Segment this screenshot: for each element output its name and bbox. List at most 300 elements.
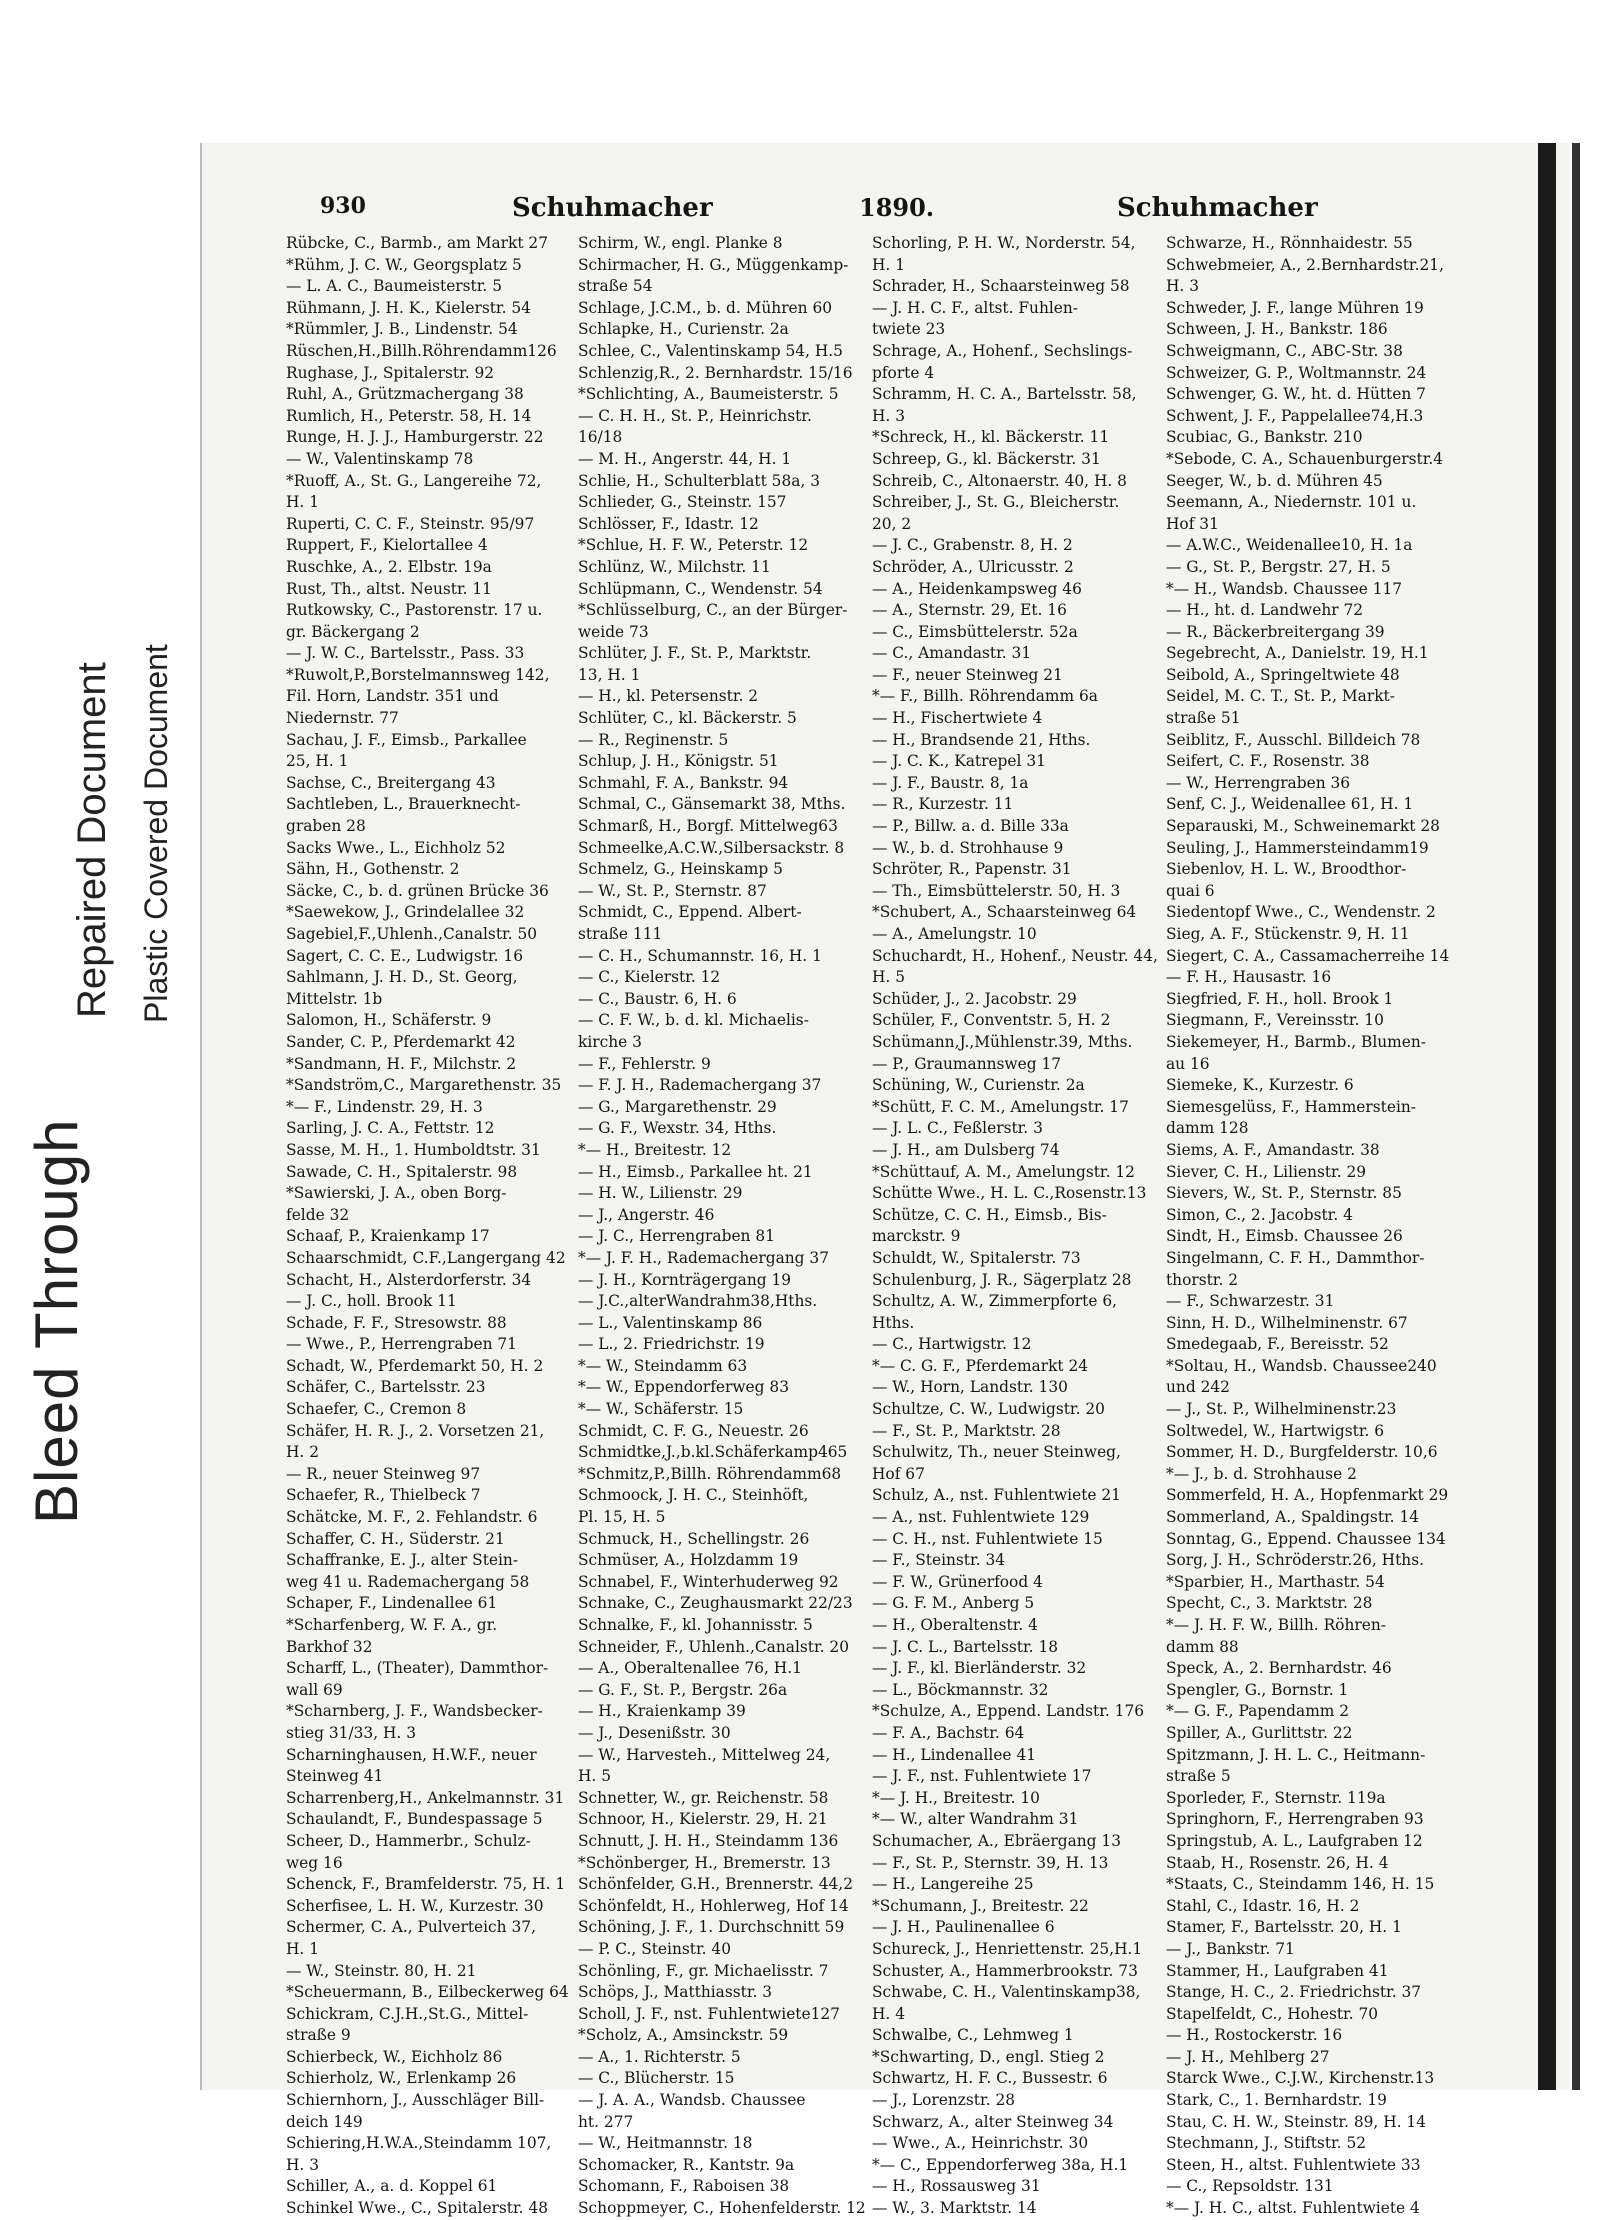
directory-entry: Seidel, M. C. T., St. P., Markt-: [1166, 687, 1395, 706]
directory-entry: H. 3: [1166, 277, 1199, 296]
plastic-covered-label: Plastic Covered Document: [138, 644, 174, 1023]
directory-entry: Stau, C. H. W., Steinstr. 89, H. 14: [1166, 2112, 1426, 2131]
directory-entry: Schumacher, A., Ebräergang 13: [872, 1831, 1121, 1850]
directory-entry: *Scheuermann, B., Eilbeckerweg 64: [286, 1983, 569, 2002]
directory-entry: — F., St. P., Marktstr. 28: [872, 1421, 1061, 1440]
directory-entry: *— J. F. H., Rademachergang 37: [578, 1248, 830, 1267]
directory-entry: Schweizer, G. P., Woltmannstr. 24: [1166, 363, 1427, 382]
directory-entry: — G., Margarethenstr. 29: [578, 1097, 777, 1116]
directory-entry: *— G. F., Papendamm 2: [1166, 1702, 1350, 1721]
directory-entry: — R., neuer Steinweg 97: [286, 1464, 481, 1483]
directory-entry: Schaffranke, E. J., alter Stein-: [286, 1551, 519, 1570]
directory-entry: 20, 2: [872, 514, 912, 533]
directory-entry: Schiering,H.W.A.,Steindamm 107,: [286, 2134, 552, 2153]
directory-entry: — C., Blücherstr. 15: [578, 2069, 735, 2088]
directory-entry: — J. C., holl. Brook 11: [286, 1292, 457, 1311]
directory-entry: Staab, H., Rosenstr. 26, H. 4: [1166, 1853, 1389, 1872]
running-head-right: Schuhmacher: [1117, 193, 1318, 223]
directory-entry: Simon, C., 2. Jacobstr. 4: [1166, 1205, 1353, 1224]
directory-entry: — C., Amandastr. 31: [872, 644, 1032, 663]
directory-entry: weide 73: [578, 622, 649, 641]
directory-entry: — F. H., Hausastr. 16: [1166, 968, 1332, 987]
directory-entry: Rumlich, H., Peterstr. 58, H. 14: [286, 406, 532, 425]
directory-entry: — M. H., Angerstr. 44, H. 1: [578, 449, 792, 468]
directory-entry: Stahl, C., Idastr. 16, H. 2: [1166, 1896, 1360, 1915]
directory-entry: — P., Billw. a. d. Bille 33a: [872, 817, 1069, 836]
directory-entry: Schermer, C. A., Pulverteich 37,: [286, 1918, 536, 1937]
directory-entry: Schultze, C. W., Ludwigstr. 20: [872, 1400, 1105, 1419]
directory-entry: Schinkel Wwe., C., Spitalerstr. 48: [286, 2199, 549, 2218]
directory-entry: Siemeke, K., Kurzestr. 6: [1166, 1076, 1354, 1095]
directory-entry: Sommer, H. D., Burgfelderstr. 10,6: [1166, 1443, 1438, 1462]
directory-entry: *Schlichting, A., Baumeisterstr. 5: [578, 385, 839, 404]
directory-entry: Stammer, H., Laufgraben 41: [1166, 1961, 1389, 1980]
directory-entry: Stange, H. C., 2. Friedrichstr. 37: [1166, 1983, 1422, 2002]
directory-entry: Scharninghausen, H.W.F., neuer: [286, 1745, 537, 1764]
directory-entry: — L. A. C., Baumeisterstr. 5: [286, 277, 502, 296]
directory-entry: — W., Heitmannstr. 18: [578, 2134, 753, 2153]
directory-entry: Schiller, A., a. d. Koppel 61: [286, 2177, 498, 2196]
directory-entry: Schrader, H., Schaarsteinweg 58: [872, 277, 1130, 296]
directory-entry: — C., Hartwigstr. 12: [872, 1335, 1032, 1354]
directory-entry: Schickram, C.J.H.,St.G., Mittel-: [286, 2004, 529, 2023]
directory-entry: Sasse, M. H., 1. Humboldtstr. 31: [286, 1140, 541, 1159]
running-head-left: Schuhmacher: [512, 193, 713, 223]
directory-entry: au 16: [1166, 1054, 1210, 1073]
directory-entry: Schureck, J., Henriettenstr. 25,H.1: [872, 1939, 1143, 1958]
directory-entry: — H., Rostockerstr. 16: [1166, 2026, 1343, 2045]
directory-entry: Stamer, F., Bartelsstr. 20, H. 1: [1166, 1918, 1402, 1937]
directory-entry: — H., kl. Petersenstr. 2: [578, 687, 759, 706]
directory-entry: — C. H. H., St. P., Heinrichstr.: [578, 406, 812, 425]
directory-entry: Sachse, C., Breitergang 43: [286, 773, 496, 792]
directory-entry: Sievers, W., St. P., Sternstr. 85: [1166, 1184, 1402, 1203]
directory-entry: Schnutt, J. H. H., Steindamm 136: [578, 1831, 839, 1850]
directory-entry: Runge, H. J. J., Hamburgerstr. 22: [286, 428, 544, 447]
directory-entry: Schreiber, J., St. G., Bleicherstr.: [872, 493, 1120, 512]
directory-entry: *— C., Eppendorferweg 38a, H.1: [872, 2155, 1129, 2174]
directory-entry: Schöning, J. F., 1. Durchschnitt 59: [578, 1918, 845, 1937]
directory-entry: Schlüpmann, C., Wendenstr. 54: [578, 579, 823, 598]
directory-entry: — A., nst. Fuhlentwiete 129: [872, 1508, 1090, 1527]
directory-entry: Rübcke, C., Barmb., am Markt 27: [286, 234, 549, 252]
directory-entry: Schlie, H., Schulterblatt 58a, 3: [578, 471, 821, 490]
directory-entry: Schüder, J., 2. Jacobstr. 29: [872, 989, 1077, 1008]
directory-entry: Ruhl, A., Grützmachergang 38: [286, 385, 524, 404]
directory-entry: Schönfelder, G.H., Brennerstr. 44,2: [578, 1875, 853, 1894]
directory-entry: — Wwe., P., Herrengraben 71: [286, 1335, 517, 1354]
directory-entry: — W., b. d. Strohhause 9: [872, 838, 1064, 857]
directory-entry: Scherfisee, L. H. W., Kurzestr. 30: [286, 1896, 544, 1915]
directory-entry: *Schüttauf, A. M., Amelungstr. 12: [872, 1162, 1135, 1181]
bleed-through-label: Bleed Through: [23, 1118, 90, 1524]
directory-entry: Schlünz, W., Milchstr. 11: [578, 557, 771, 576]
directory-entry: — F. J. H., Rademachergang 37: [578, 1076, 822, 1095]
directory-entry: *Sandmann, H. F., Milchstr. 2: [286, 1054, 517, 1073]
directory-entry: Schuchardt, H., Hohenf., Neustr. 44,: [872, 946, 1158, 965]
directory-entry: — G., St. P., Bergstr. 27, H. 5: [1166, 557, 1391, 576]
directory-entry: *Schlüsselburg, C., an der Bürger-: [578, 601, 848, 620]
directory-entry: Sachtleben, L., Brauerknecht-: [286, 795, 521, 814]
directory-entry: Schweder, J. F., lange Mühren 19: [1166, 298, 1424, 317]
directory-entry: *— F., Billh. Röhrendamm 6a: [872, 687, 1098, 706]
directory-entry: Schwarz, A., alter Steinweg 34: [872, 2112, 1114, 2131]
directory-entry: — G. F. M., Anberg 5: [872, 1594, 1035, 1613]
directory-entry: Schmuck, H., Schellingstr. 26: [578, 1529, 810, 1548]
directory-entry: Sagebiel,F.,Uhlenh.,Canalstr. 50: [286, 925, 538, 943]
directory-entry: Schwenger, G. W., ht. d. Hütten 7: [1166, 385, 1426, 404]
directory-entry: Schröter, R., Papenstr. 31: [872, 860, 1072, 879]
directory-entry: stieg 31/33, H. 3: [286, 1723, 416, 1742]
directory-entry: Siegfried, F. H., holl. Brook 1: [1166, 989, 1394, 1008]
directory-entry: Seemann, A., Niedernstr. 101 u.: [1166, 493, 1417, 512]
directory-entry: *Ruoff, A., St. G., Langereihe 72,: [286, 471, 542, 490]
directory-column-2: [578, 233, 870, 2218]
directory-entry: 13, H. 1: [578, 665, 641, 684]
directory-entry: — A.W.C., Weidenallee10, H. 1a: [1166, 536, 1413, 555]
directory-entry: Schirm, W., engl. Planke 8: [578, 234, 783, 252]
directory-entry: deich 149: [286, 2112, 363, 2131]
directory-entry: Schramm, H. C. A., Bartelsstr. 58,: [872, 385, 1137, 404]
directory-entry: *Staats, C., Steindamm 146, H. 15: [1166, 1875, 1435, 1894]
directory-entry: *— W., Schäferstr. 15: [578, 1400, 744, 1419]
directory-entry: Schreib, C., Altonaerstr. 40, H. 8: [872, 471, 1127, 490]
directory-entry: *— C. G. F., Pferdemarkt 24: [872, 1356, 1089, 1375]
directory-entry: *— W., Eppendorferweg 83: [578, 1378, 789, 1397]
directory-entry: Rutkowsky, C., Pastorenstr. 17 u.: [286, 601, 543, 620]
directory-entry: Schacht, H., Alsterdorferstr. 34: [286, 1270, 532, 1289]
directory-entry: — W., St. P., Sternstr. 87: [578, 881, 767, 900]
directory-entry: — J. A. A., Wandsb. Chaussee: [578, 2091, 806, 2110]
directory-entry: Schweigmann, C., ABC-Str. 38: [1166, 341, 1403, 360]
directory-entry: — H., Fischertwiete 4: [872, 709, 1043, 728]
directory-entry: Sagert, C. C. E., Ludwigstr. 16: [286, 946, 523, 965]
directory-entry: Stapelfeldt, C., Hohestr. 70: [1166, 2004, 1379, 2023]
directory-entry: Sahlmann, J. H. D., St. Georg,: [286, 968, 518, 987]
directory-entry: — J. C., Grabenstr. 8, H. 2: [872, 536, 1073, 555]
directory-entry: Schoppmeyer, C., Hohenfelderstr. 12: [578, 2199, 866, 2218]
directory-entry: Schwarze, H., Rönnhaidestr. 55: [1166, 234, 1413, 252]
directory-entry: 16/18: [578, 428, 623, 447]
directory-entry: Schierbeck, W., Eichholz 86: [286, 2047, 503, 2066]
next-page-edge: [1572, 143, 1580, 2090]
directory-entry: Siekemeyer, H., Barmb., Blumen-: [1166, 1032, 1426, 1051]
directory-entry: — G. F., St. P., Bergstr. 26a: [578, 1680, 788, 1699]
directory-entry: Schnoor, H., Kielerstr. 29, H. 21: [578, 1810, 828, 1829]
directory-entry: — J., Desenißstr. 30: [578, 1723, 731, 1742]
directory-entry: — J. H. C. F., altst. Fuhlen-: [872, 298, 1079, 317]
directory-entry: *Saewekow, J., Grindelallee 32: [286, 903, 525, 922]
directory-entry: Schwartz, H. F. C., Bussestr. 6: [872, 2069, 1108, 2088]
directory-entry: *— J. H. C., altst. Fuhlentwiete 4: [1166, 2199, 1420, 2218]
directory-entry: — F., St. P., Sternstr. 39, H. 13: [872, 1853, 1109, 1872]
directory-entry: — J. C., Herrengraben 81: [578, 1227, 775, 1246]
directory-entry: *Schwarting, D., engl. Stieg 2: [872, 2047, 1105, 2066]
directory-entry: Sähn, H., Gothenstr. 2: [286, 860, 460, 879]
directory-entry: Sporleder, F., Sternstr. 119a: [1166, 1788, 1386, 1807]
directory-entry: H. 2: [286, 1443, 319, 1462]
directory-entry: — H., Oberaltenstr. 4: [872, 1616, 1038, 1634]
directory-entry: felde 32: [286, 1205, 350, 1224]
directory-entry: Schnetter, W., gr. Reichenstr. 58: [578, 1788, 829, 1807]
directory-entry: — H. W., Lilienstr. 29: [578, 1184, 743, 1203]
directory-entry: *Soltau, H., Wandsb. Chaussee240: [1166, 1356, 1437, 1375]
directory-entry: Schwebmeier, A., 2.Bernhardstr.21,: [1166, 255, 1444, 274]
directory-entry: Schlösser, F., Idastr. 12: [578, 514, 759, 533]
directory-entry: Schween, J. H., Bankstr. 186: [1166, 320, 1388, 339]
directory-entry: Schomacker, R., Kantstr. 9a: [578, 2155, 795, 2174]
directory-entry: kirche 3: [578, 1032, 642, 1051]
directory-entry: Rühmann, J. H. K., Kielerstr. 54: [286, 298, 531, 317]
directory-entry: Steen, H., altst. Fuhlentwiete 33: [1166, 2155, 1421, 2174]
directory-entry: — C., Eimsbüttelerstr. 52a: [872, 622, 1078, 641]
directory-entry: Rüschen,H.,Billh.Röhrendamm126: [286, 341, 557, 360]
directory-entry: — H., Rossausweg 31: [872, 2177, 1041, 2196]
directory-entry: straße 111: [578, 925, 663, 943]
directory-entry: *— W., alter Wandrahm 31: [872, 1810, 1079, 1829]
directory-entry: — L., 2. Friedrichstr. 19: [578, 1335, 765, 1354]
directory-entry: quai 6: [1166, 881, 1215, 900]
directory-entry: — J., St. P., Wilhelminenstr.23: [1166, 1400, 1397, 1419]
scanned-page: [200, 143, 1570, 2218]
directory-entry: Separauski, M., Schweinemarkt 28: [1166, 817, 1440, 836]
directory-entry: Smedegaab, F., Bereisstr. 52: [1166, 1335, 1389, 1354]
directory-entry: Schmal, C., Gänsemarkt 38, Mths.: [578, 795, 846, 814]
directory-entry: Schmahl, F. A., Bankstr. 94: [578, 773, 789, 792]
directory-entry: — L., Böckmannstr. 32: [872, 1680, 1049, 1699]
directory-entry: straße 54: [578, 277, 653, 296]
directory-entry: — C., Repsoldstr. 131: [1166, 2177, 1334, 2196]
directory-entry: marckstr. 9: [872, 1227, 961, 1246]
directory-entry: Siemesgelüss, F., Hammerstein-: [1166, 1097, 1416, 1116]
directory-entry: *Schubert, A., Schaarsteinweg 64: [872, 903, 1137, 922]
directory-entry: Schirmacher, H. G., Müggenkamp-: [578, 255, 849, 274]
directory-entry: *— H., Breitestr. 12: [578, 1140, 732, 1159]
directory-entry: Seibold, A., Springeltwiete 48: [1166, 665, 1400, 684]
directory-entry: Scholl, J. F., nst. Fuhlentwiete127: [578, 2004, 840, 2023]
directory-column-3: [872, 233, 1164, 2218]
directory-entry: — J. W. C., Bartelsstr., Pass. 33: [286, 644, 525, 663]
directory-entry: thorstr. 2: [1166, 1270, 1239, 1289]
directory-entry: — W., Herrengraben 36: [1166, 773, 1351, 792]
directory-entry: Niedernstr. 77: [286, 709, 399, 728]
directory-entry: — H., ht. d. Landwehr 72: [1166, 601, 1364, 620]
directory-entry: — C. H., Schumannstr. 16, H. 1: [578, 946, 822, 965]
directory-entry: Schüler, F., Conventstr. 5, H. 2: [872, 1011, 1111, 1030]
directory-entry: Spitzmann, J. H. L. C., Heitmann-: [1166, 1745, 1426, 1764]
directory-entry: Mittelstr. 1b: [286, 989, 383, 1008]
directory-entry: Rughase, J., Spitalerstr. 92: [286, 363, 495, 382]
directory-entry: Ruppert, F., Kielortallee 4: [286, 536, 488, 555]
directory-entry: Hths.: [872, 1313, 915, 1332]
directory-entry: — R., Kurzestr. 11: [872, 795, 1014, 814]
directory-entry: Schmüser, A., Holzdamm 19: [578, 1551, 799, 1570]
directory-entry: — A., Heidenkampsweg 46: [872, 579, 1082, 598]
directory-entry: — Wwe., A., Heinrichstr. 30: [872, 2134, 1089, 2153]
directory-entry: Schröder, A., Ulricusstr. 2: [872, 557, 1074, 576]
directory-entry: Schwabe, C. H., Valentinskamp38,: [872, 1983, 1141, 2002]
directory-entry: Schaffer, C. H., Süderstr. 21: [286, 1529, 505, 1548]
directory-entry: Schaaf, P., Kraienkamp 17: [286, 1227, 490, 1246]
directory-entry: — J., Lorenzstr. 28: [872, 2091, 1016, 2110]
directory-entry: — R., Reginenstr. 5: [578, 730, 729, 749]
directory-entry: *— J., b. d. Strohhause 2: [1166, 1464, 1357, 1483]
directory-entry: Schönfeldt, H., Hohlerweg, Hof 14: [578, 1896, 849, 1915]
directory-entry: Sacks Wwe., L., Eichholz 52: [286, 838, 506, 857]
directory-entry: Schäfer, H. R. J., 2. Vorsetzen 21,: [286, 1421, 545, 1440]
directory-entry: Spengler, G., Bornstr. 1: [1166, 1680, 1349, 1699]
directory-entry: — J., Angerstr. 46: [578, 1205, 715, 1224]
directory-entry: graben 28: [286, 817, 366, 836]
directory-entry: Schuster, A., Hammerbrookstr. 73: [872, 1961, 1138, 1980]
directory-entry: — R., Bäckerbreitergang 39: [1166, 622, 1385, 641]
directory-entry: Schulwitz, Th., neuer Steinweg,: [872, 1443, 1121, 1462]
directory-entry: — A., Oberaltenallee 76, H.1: [578, 1659, 802, 1678]
directory-entry: — H., Kraienkamp 39: [578, 1702, 746, 1721]
directory-entry: Springstub, A. L., Laufgraben 12: [1166, 1831, 1423, 1850]
directory-entry: Schaper, F., Lindenallee 61: [286, 1594, 498, 1613]
directory-entry: Schütze, C. C. H., Eimsb., Bis-: [872, 1205, 1107, 1224]
directory-entry: Sieg, A. F., Stückenstr. 9, H. 11: [1166, 925, 1410, 943]
directory-entry: H. 1: [872, 255, 905, 274]
directory-entry: Siebenlov, H. L. W., Broodthor-: [1166, 860, 1407, 879]
directory-entry: Scharff, L., (Theater), Dammthor-: [286, 1659, 549, 1678]
directory-entry: Salomon, H., Schäferstr. 9: [286, 1011, 492, 1030]
directory-entry: Schadt, W., Pferdemarkt 50, H. 2: [286, 1356, 544, 1375]
directory-entry: straße 51: [1166, 709, 1241, 728]
directory-entry: Schorling, P. H. W., Norderstr. 54,: [872, 234, 1136, 252]
directory-entry: — C., Baustr. 6, H. 6: [578, 989, 737, 1008]
directory-entry: Sommerland, A., Spaldingstr. 14: [1166, 1508, 1420, 1527]
directory-entry: — W., 3. Marktstr. 14: [872, 2199, 1037, 2218]
directory-entry: *Schütt, F. C. M., Amelungstr. 17: [872, 1097, 1129, 1116]
directory-entry: Schmelz, G., Heinskamp 5: [578, 860, 783, 879]
directory-entry: und 242: [1166, 1378, 1230, 1397]
directory-entry: Stark, C., 1. Bernhardstr. 19: [1166, 2091, 1387, 2110]
directory-entry: Schlüter, J. F., St. P., Marktstr.: [578, 644, 812, 663]
directory-entry: Schaefer, C., Cremon 8: [286, 1400, 467, 1419]
directory-entry: Schneider, F., Uhlenh.,Canalstr. 20: [578, 1637, 849, 1656]
directory-entry: Sindt, H., Eimsb. Chaussee 26: [1166, 1227, 1403, 1246]
directory-entry: — W., Steinstr. 80, H. 21: [286, 1961, 477, 1980]
directory-entry: H. 3: [286, 2155, 319, 2174]
directory-entry: — P. C., Steinstr. 40: [578, 1939, 731, 1958]
directory-entry: Schmidt, C. F. G., Neuestr. 26: [578, 1421, 809, 1440]
directory-entry: Hof 31: [1166, 514, 1219, 533]
directory-entry: — C. H., nst. Fuhlentwiete 15: [872, 1529, 1103, 1548]
directory-entry: Schmoock, J. H. C., Steinhöft,: [578, 1486, 809, 1505]
directory-entry: — W., Valentinskamp 78: [286, 449, 474, 468]
directory-entry: — H., Lindenallee 41: [872, 1745, 1037, 1764]
directory-entry: Steinweg 41: [286, 1767, 384, 1786]
repaired-document-label: Repaired Document: [70, 662, 114, 1018]
directory-entry: Schätcke, M. F., 2. Fehlandstr. 6: [286, 1508, 538, 1527]
directory-entry: Schulz, A., nst. Fuhlentwiete 21: [872, 1486, 1121, 1505]
directory-entry: — J. H., Paulinenallee 6: [872, 1918, 1055, 1937]
directory-entry: Schaulandt, F., Bundespassage 5: [286, 1810, 543, 1829]
directory-entry: *Scharfenberg, W. F. A., gr.: [286, 1616, 498, 1634]
directory-entry: Schlieder, G., Steinstr. 157: [578, 493, 787, 512]
directory-entry: gr. Bäckergang 2: [286, 622, 420, 641]
directory-entry: H. 5: [872, 968, 905, 987]
directory-entry: Schüning, W., Curienstr. 2a: [872, 1076, 1085, 1095]
directory-entry: Seifert, C. F., Rosenstr. 38: [1166, 752, 1370, 771]
directory-entry: — W., Harvesteh., Mittelweg 24,: [578, 1745, 831, 1764]
directory-entry: weg 41 u. Rademachergang 58: [286, 1572, 530, 1591]
directory-entry: Speck, A., 2. Bernhardstr. 46: [1166, 1659, 1392, 1678]
directory-entry: — W., Horn, Landstr. 130: [872, 1378, 1068, 1397]
directory-entry: Schiernhorn, J., Ausschläger Bill-: [286, 2091, 545, 2110]
directory-entry: *Scharnberg, J. F., Wandsbecker-: [286, 1702, 543, 1721]
directory-entry: — J. C. K., Katrepel 31: [872, 752, 1046, 771]
directory-entry: *Sparbier, H., Marthastr. 54: [1166, 1572, 1385, 1591]
directory-entry: Sawade, C. H., Spitalerstr. 98: [286, 1162, 518, 1181]
directory-entry: Schreep, G., kl. Bäckerstr. 31: [872, 449, 1101, 468]
directory-entry: — F. W., Grünerfood 4: [872, 1572, 1043, 1591]
directory-entry: — J. H., am Dulsberg 74: [872, 1140, 1060, 1159]
directory-entry: Schönling, F., gr. Michaelisstr. 7: [578, 1961, 829, 1980]
directory-columns: [286, 233, 1458, 2218]
directory-entry: Schlage, J.C.M., b. d. Mühren 60: [578, 298, 833, 317]
directory-entry: *Sawierski, J. A., oben Borg-: [286, 1184, 507, 1203]
directory-entry: H. 5: [578, 1767, 611, 1786]
directory-entry: — A., Sternstr. 29, Et. 16: [872, 601, 1067, 620]
directory-entry: damm 128: [1166, 1119, 1249, 1138]
directory-entry: Säcke, C., b. d. grünen Brücke 36: [286, 881, 549, 900]
directory-entry: Schierholz, W., Erlenkamp 26: [286, 2069, 517, 2088]
page-year: 1890.: [859, 193, 935, 222]
directory-entry: Schütte Wwe., H. L. C.,Rosenstr.13: [872, 1184, 1147, 1203]
directory-entry: Scheer, D., Hammerbr., Schulz-: [286, 1831, 531, 1850]
directory-entry: Sander, C. P., Pferdemarkt 42: [286, 1032, 516, 1051]
directory-entry: Schmeelke,A.C.W.,Silbersackstr. 8: [578, 838, 845, 857]
directory-entry: Schmidt, C., Eppend. Albert-: [578, 903, 802, 922]
page-number: 930: [320, 193, 366, 219]
directory-entry: — F., Fehlerstr. 9: [578, 1054, 711, 1073]
directory-entry: — C. F. W., b. d. kl. Michaelis-: [578, 1011, 809, 1030]
directory-entry: *— J. H. F. W., Billh. Röhren-: [1166, 1616, 1386, 1634]
directory-entry: Sommerfeld, H. A., Hopfenmarkt 29: [1166, 1486, 1449, 1505]
directory-entry: Seeger, W., b. d. Mühren 45: [1166, 471, 1383, 490]
directory-entry: Senf, C. J., Weidenallee 61, H. 1: [1166, 795, 1414, 814]
directory-entry: Siever, C. H., Lilienstr. 29: [1166, 1162, 1367, 1181]
directory-entry: damm 88: [1166, 1637, 1239, 1656]
directory-entry: *Ruwolt,P.,Borstelmannsweg 142,: [286, 665, 550, 684]
directory-entry: Schaarschmidt, C.F.,Langergang 42: [286, 1248, 566, 1267]
directory-entry: Schnake, C., Zeughausmarkt 22/23: [578, 1594, 853, 1613]
directory-entry: straße 9: [286, 2026, 351, 2045]
directory-entry: *Rümmler, J. B., Lindenstr. 54: [286, 320, 518, 339]
directory-entry: — J. H., Mehlberg 27: [1166, 2047, 1330, 2066]
directory-entry: *Sebode, C. A., Schauenburgerstr.4: [1166, 449, 1444, 468]
directory-entry: *Schreck, H., kl. Bäckerstr. 11: [872, 428, 1110, 447]
directory-entry: Seiblitz, F., Ausschl. Billdeich 78: [1166, 730, 1421, 749]
directory-entry: Starck Wwe., C.J.W., Kirchenstr.13: [1166, 2069, 1435, 2088]
directory-entry: twiete 23: [872, 320, 946, 339]
directory-column-1: [286, 233, 578, 2218]
page-gutter: [1538, 143, 1556, 2090]
directory-entry: H. 4: [872, 2004, 905, 2023]
directory-entry: Fil. Horn, Landstr. 351 und: [286, 687, 499, 706]
directory-entry: Schwalbe, C., Lehmweg 1: [872, 2026, 1074, 2045]
directory-entry: Schomann, F., Raboisen 38: [578, 2177, 790, 2196]
directory-entry: *Schumann, J., Breitestr. 22: [872, 1896, 1089, 1915]
directory-entry: Schrage, A., Hohenf., Sechslings-: [872, 341, 1133, 360]
directory-entry: — F., Steinstr. 34: [872, 1551, 1006, 1570]
directory-entry: *Schönberger, H., Bremerstr. 13: [578, 1853, 831, 1872]
directory-entry: Siedentopf Wwe., C., Wendenstr. 2: [1166, 903, 1436, 922]
directory-entry: — J. C. L., Bartelsstr. 18: [872, 1637, 1059, 1656]
